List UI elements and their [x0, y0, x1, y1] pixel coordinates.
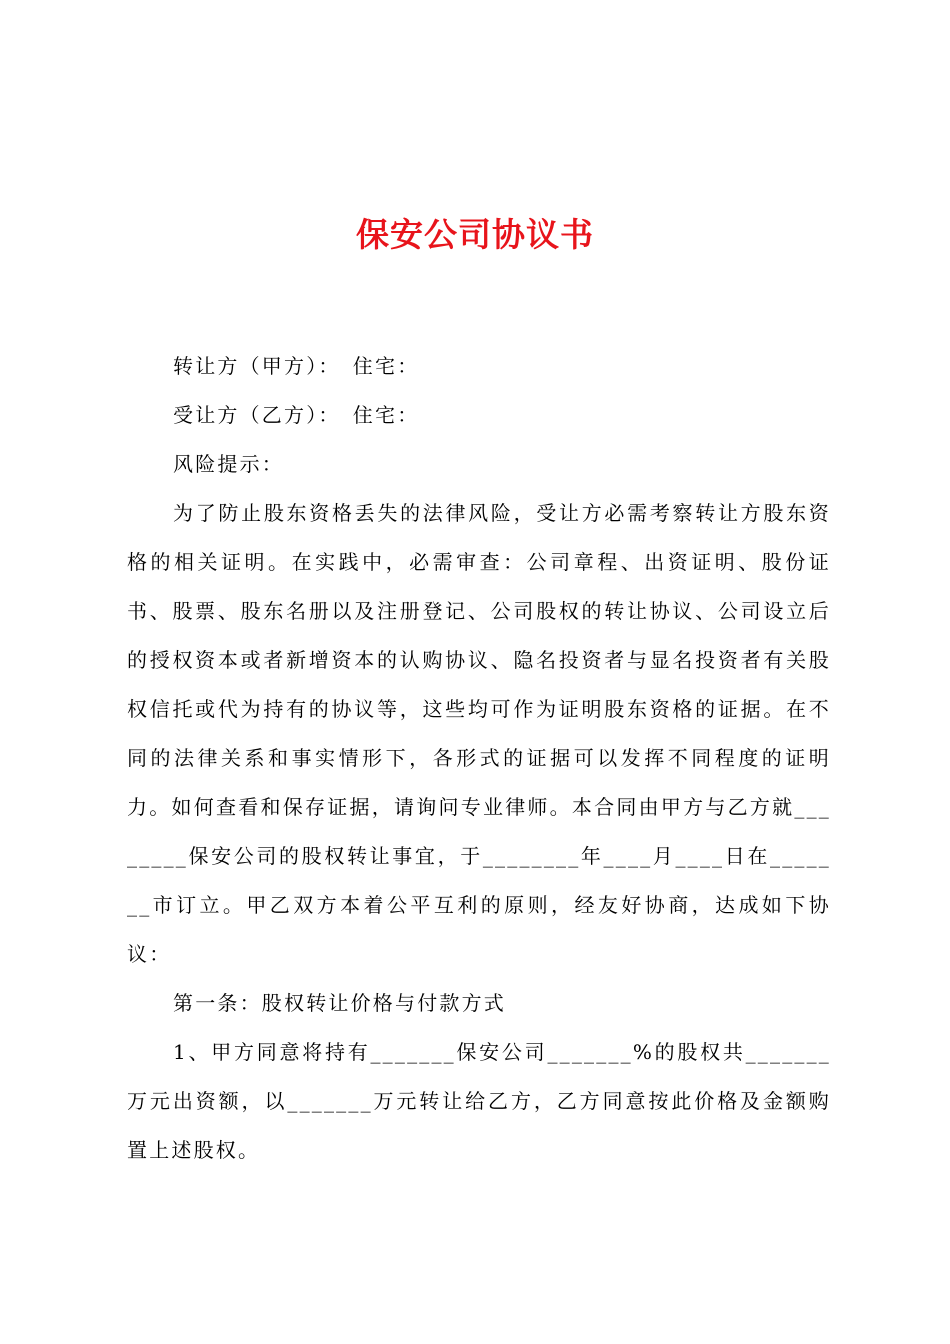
- document-title: 保安公司协议书: [356, 215, 594, 254]
- transferee-line: 受让方（乙方）： 住宅：: [173, 403, 420, 427]
- risk-notice-heading: 风险提示：: [173, 452, 284, 476]
- risk-notice-paragraph: 为了防止股东资格丢失的法律风险，受让方必需考察转让方股东资格的相关证明。在实践中，必需审查：公司章程、出资证明、股份证书、股票、股东名册以及注册登记、公司股权的转让协议、公司设立后的授权资本或者新增资本的认购协议、隐名投资者与显名投资者有关股权信托或代为持有的协议等，这些均可作为证明股东资格的证据。在不同的法律关系和事实情形下，各形式的证据可以发挥不同程度的证明力。如何查看和保存证据，请询问专业律师。本合同由甲方与乙方就________保安公司的股权转让事宜，于________年____月____日在_______市订立。甲乙双方本着公平互利的原则，经友好协商，达成如下协议：: [127, 501, 831, 966]
- transferor-line: 转让方（甲方）： 住宅：: [173, 354, 420, 378]
- article-one-clause-1: 1、甲方同意将持有_______保安公司_______%的股权共_______万元出资额，以_______万元转让给乙方，乙方同意按此价格及金额购置上述股权。: [127, 1040, 831, 1162]
- article-one-heading: 第一条：股权转让价格与付款方式: [173, 991, 506, 1015]
- document-body: [127, 342, 831, 1175]
